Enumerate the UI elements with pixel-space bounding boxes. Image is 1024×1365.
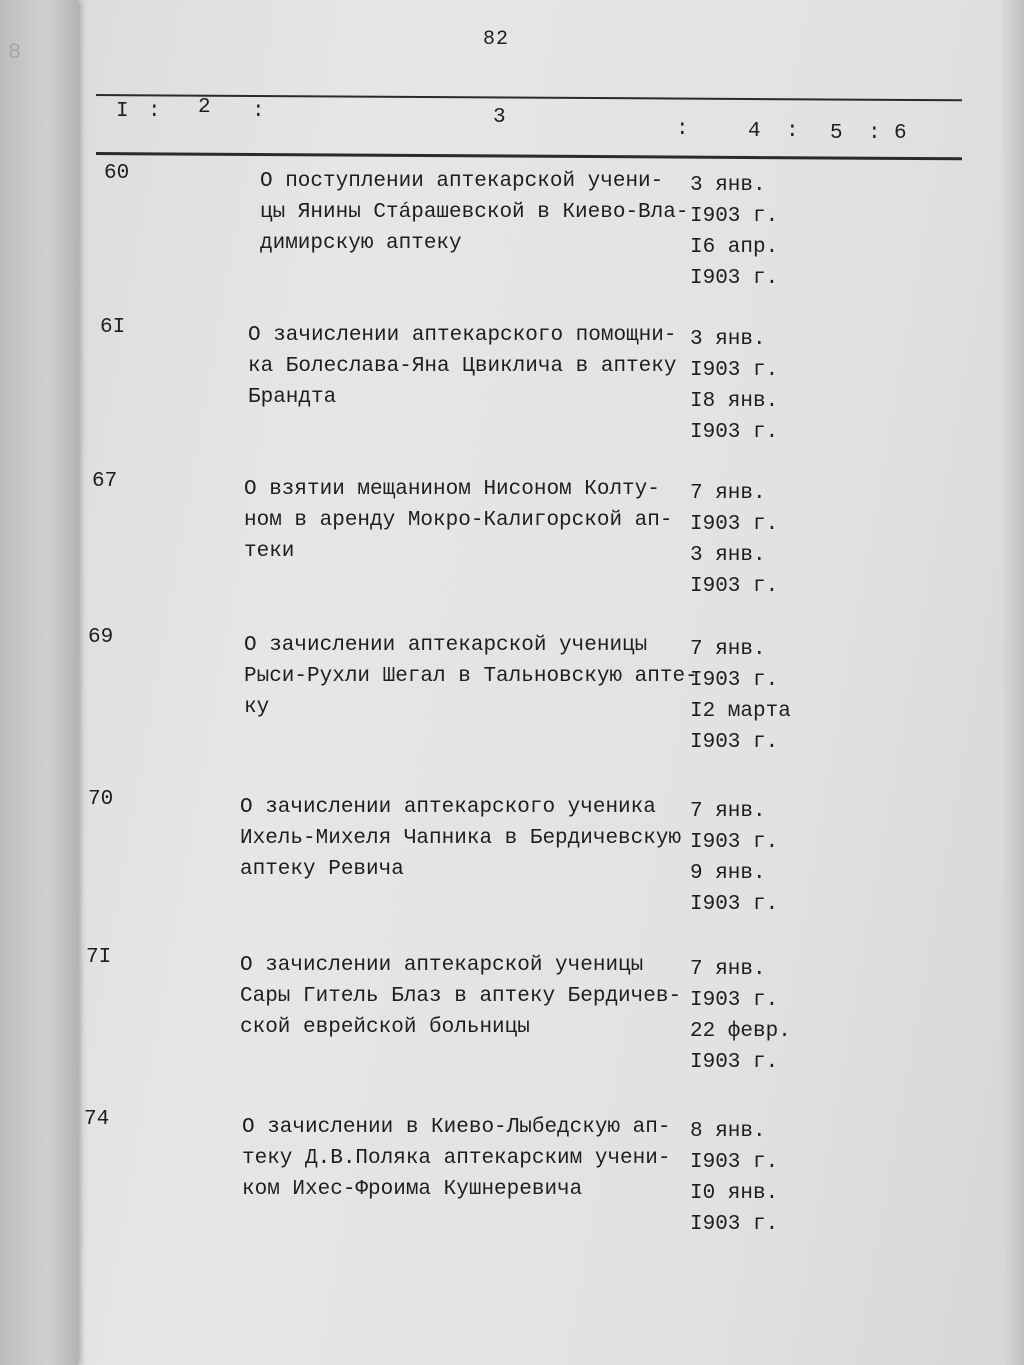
column-separator: :	[676, 118, 689, 141]
record-dates: 3 янв. I903 г. I8 янв. I903 г.	[690, 328, 779, 444]
record-title: О зачислении аптекарской ученицы Сары Гитель Блаз в аптеку Бердичев- ской еврейской больницы	[240, 954, 682, 1039]
header-rule-top	[96, 94, 962, 101]
page-number: 82	[483, 28, 510, 51]
record-title: О поступлении аптекарской учени- цы Янины Стáрашевской в Киево-Вла- димирскую аптеку	[260, 170, 689, 255]
record-dates: 7 янв. I903 г. I2 марта I903 г.	[690, 638, 791, 754]
record-dates: 7 янв. I903 г. 22 февр. I903 г.	[690, 958, 791, 1074]
record-title: О зачислении аптекарской ученицы Рыси-Рухли Шегал в Тальновскую апте- ку	[244, 634, 698, 719]
record-title: О зачислении аптекарского ученика Ихель-Михеля Чапника в Бердичевскую аптеку Ревича	[240, 796, 682, 881]
record-dates: 8 янв. I903 г. I0 янв. I903 г.	[690, 1120, 779, 1236]
record-title: О зачислении аптекарского помощни- ка Болеслава-Яна Цвиклича в аптеку Брандта	[248, 324, 677, 409]
column-header-1: I	[116, 100, 129, 123]
record-title: О взятии мещанином Нисоном Колту- ном в аренду Мокро-Калигорской ап- теки	[244, 478, 673, 563]
record-title: О зачислении в Киево-Лыбедскую ап- теку Д.В.Поляка аптекарским учени- ком Ихес-Фроима Кушнеревича	[242, 1116, 671, 1201]
column-separator: :	[868, 122, 881, 145]
record-dates: 7 янв. I903 г. 3 янв. I903 г.	[690, 482, 779, 598]
record-number: 74	[84, 1108, 110, 1131]
right-page-edge	[1002, 0, 1024, 1365]
record-dates: 7 янв. I903 г. 9 янв. I903 г.	[690, 800, 779, 916]
record-number: 6I	[100, 316, 126, 339]
record-number: 7I	[86, 946, 112, 969]
record-dates: 3 янв. I903 г. I6 апр. I903 г.	[690, 174, 779, 290]
column-separator: :	[786, 120, 799, 143]
column-header-5: 5	[830, 122, 843, 145]
document-sheet	[78, 0, 1002, 1365]
bleed-through-mark: 8	[8, 40, 22, 65]
column-separator: :	[252, 100, 265, 123]
record-number: 67	[92, 470, 118, 493]
column-separator: :	[148, 100, 161, 123]
column-header-2: 2	[198, 96, 211, 119]
column-header-4: 4	[748, 120, 761, 143]
previous-page-edge	[0, 0, 78, 1365]
record-number: 69	[88, 626, 114, 649]
column-header-3: 3	[493, 106, 506, 129]
record-number: 70	[88, 788, 114, 811]
record-number: 60	[104, 162, 130, 185]
column-header-6: 6	[894, 122, 907, 145]
header-rule-bottom	[96, 152, 962, 160]
